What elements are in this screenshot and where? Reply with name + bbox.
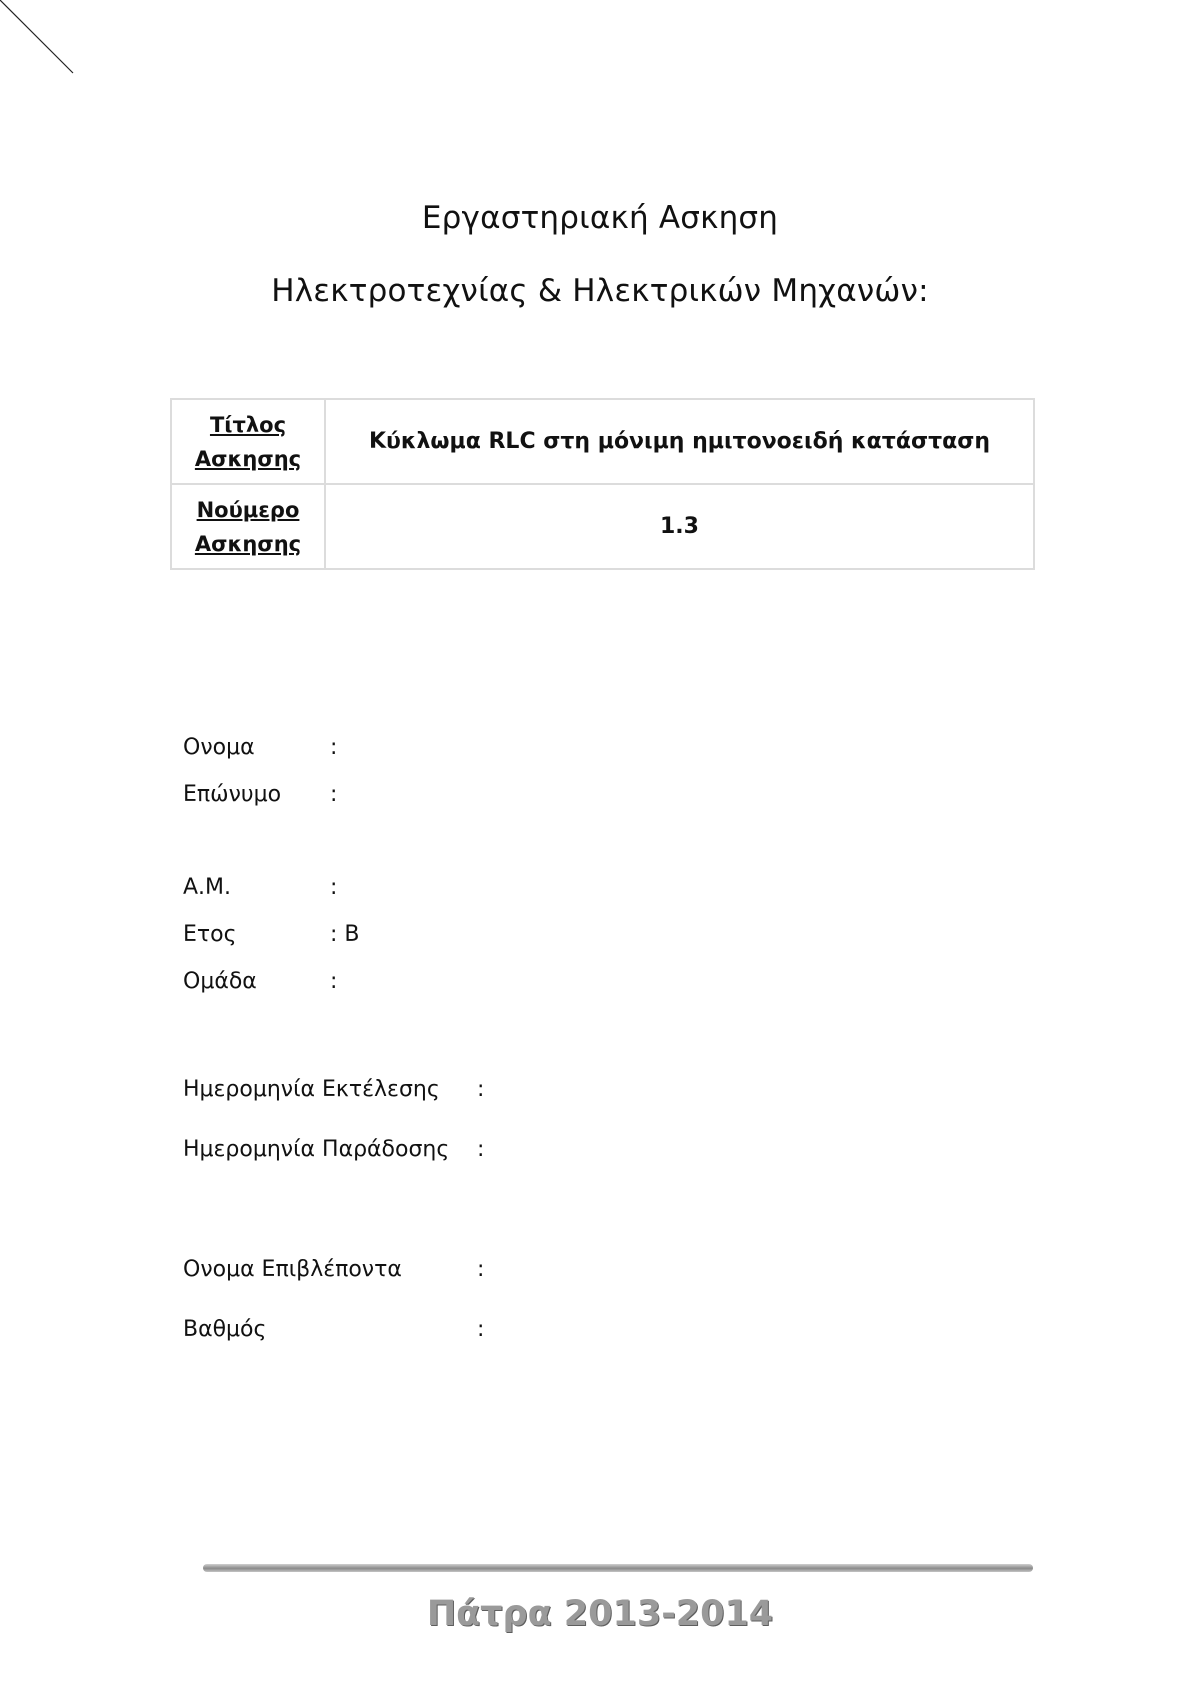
field-value: :	[477, 1317, 485, 1342]
exercise-title-value: Κύκλωμα RLC στη μόνιμη ημιτονοειδή κατάσταση	[325, 399, 1034, 484]
label-line: Νούμερο	[196, 497, 300, 522]
document-subtitle: Ηλεκτροτεχνίας & Ηλεκτρικών Μηχανών:	[271, 273, 929, 309]
field-label: Ετος	[183, 922, 237, 947]
field-value: :	[330, 782, 338, 807]
field-label: Α.Μ.	[183, 875, 232, 900]
table-row	[171, 484, 1034, 569]
exercise-title-label	[171, 399, 325, 484]
field-label: Ημερομηνία Εκτέλεσης	[183, 1077, 440, 1102]
label-line: Ασκησης	[194, 446, 302, 471]
field-value: :	[477, 1077, 485, 1102]
exercise-number-label	[171, 484, 325, 569]
field-value: :	[330, 875, 338, 900]
field-label: Ημερομηνία Παράδοσης	[183, 1137, 450, 1162]
document-title: Εργαστηριακή Ασκηση	[421, 200, 779, 236]
label-line: Ασκησης	[194, 531, 302, 556]
label-line: Τίτλος	[209, 412, 287, 437]
field-value: :	[330, 735, 338, 760]
field-label: Ονομα Επιβλέποντα	[183, 1257, 402, 1282]
field-label: Ομάδα	[183, 969, 257, 994]
field-label: Βαθμός	[183, 1317, 267, 1342]
field-value: :	[477, 1137, 485, 1162]
exercise-info-table	[170, 398, 1035, 570]
exercise-number-value: 1.3	[325, 484, 1034, 569]
footer-place-year: Πάτρα 2013-2014	[426, 1594, 774, 1634]
field-value: :	[477, 1257, 485, 1282]
table-row	[171, 399, 1034, 484]
field-label: Επώνυμο	[183, 782, 282, 807]
field-label: Ονομα	[183, 735, 255, 760]
field-value: : Β	[330, 922, 360, 947]
field-value: :	[330, 969, 338, 994]
corner-crop-mark	[0, 0, 80, 80]
footer-divider	[203, 1564, 1033, 1572]
